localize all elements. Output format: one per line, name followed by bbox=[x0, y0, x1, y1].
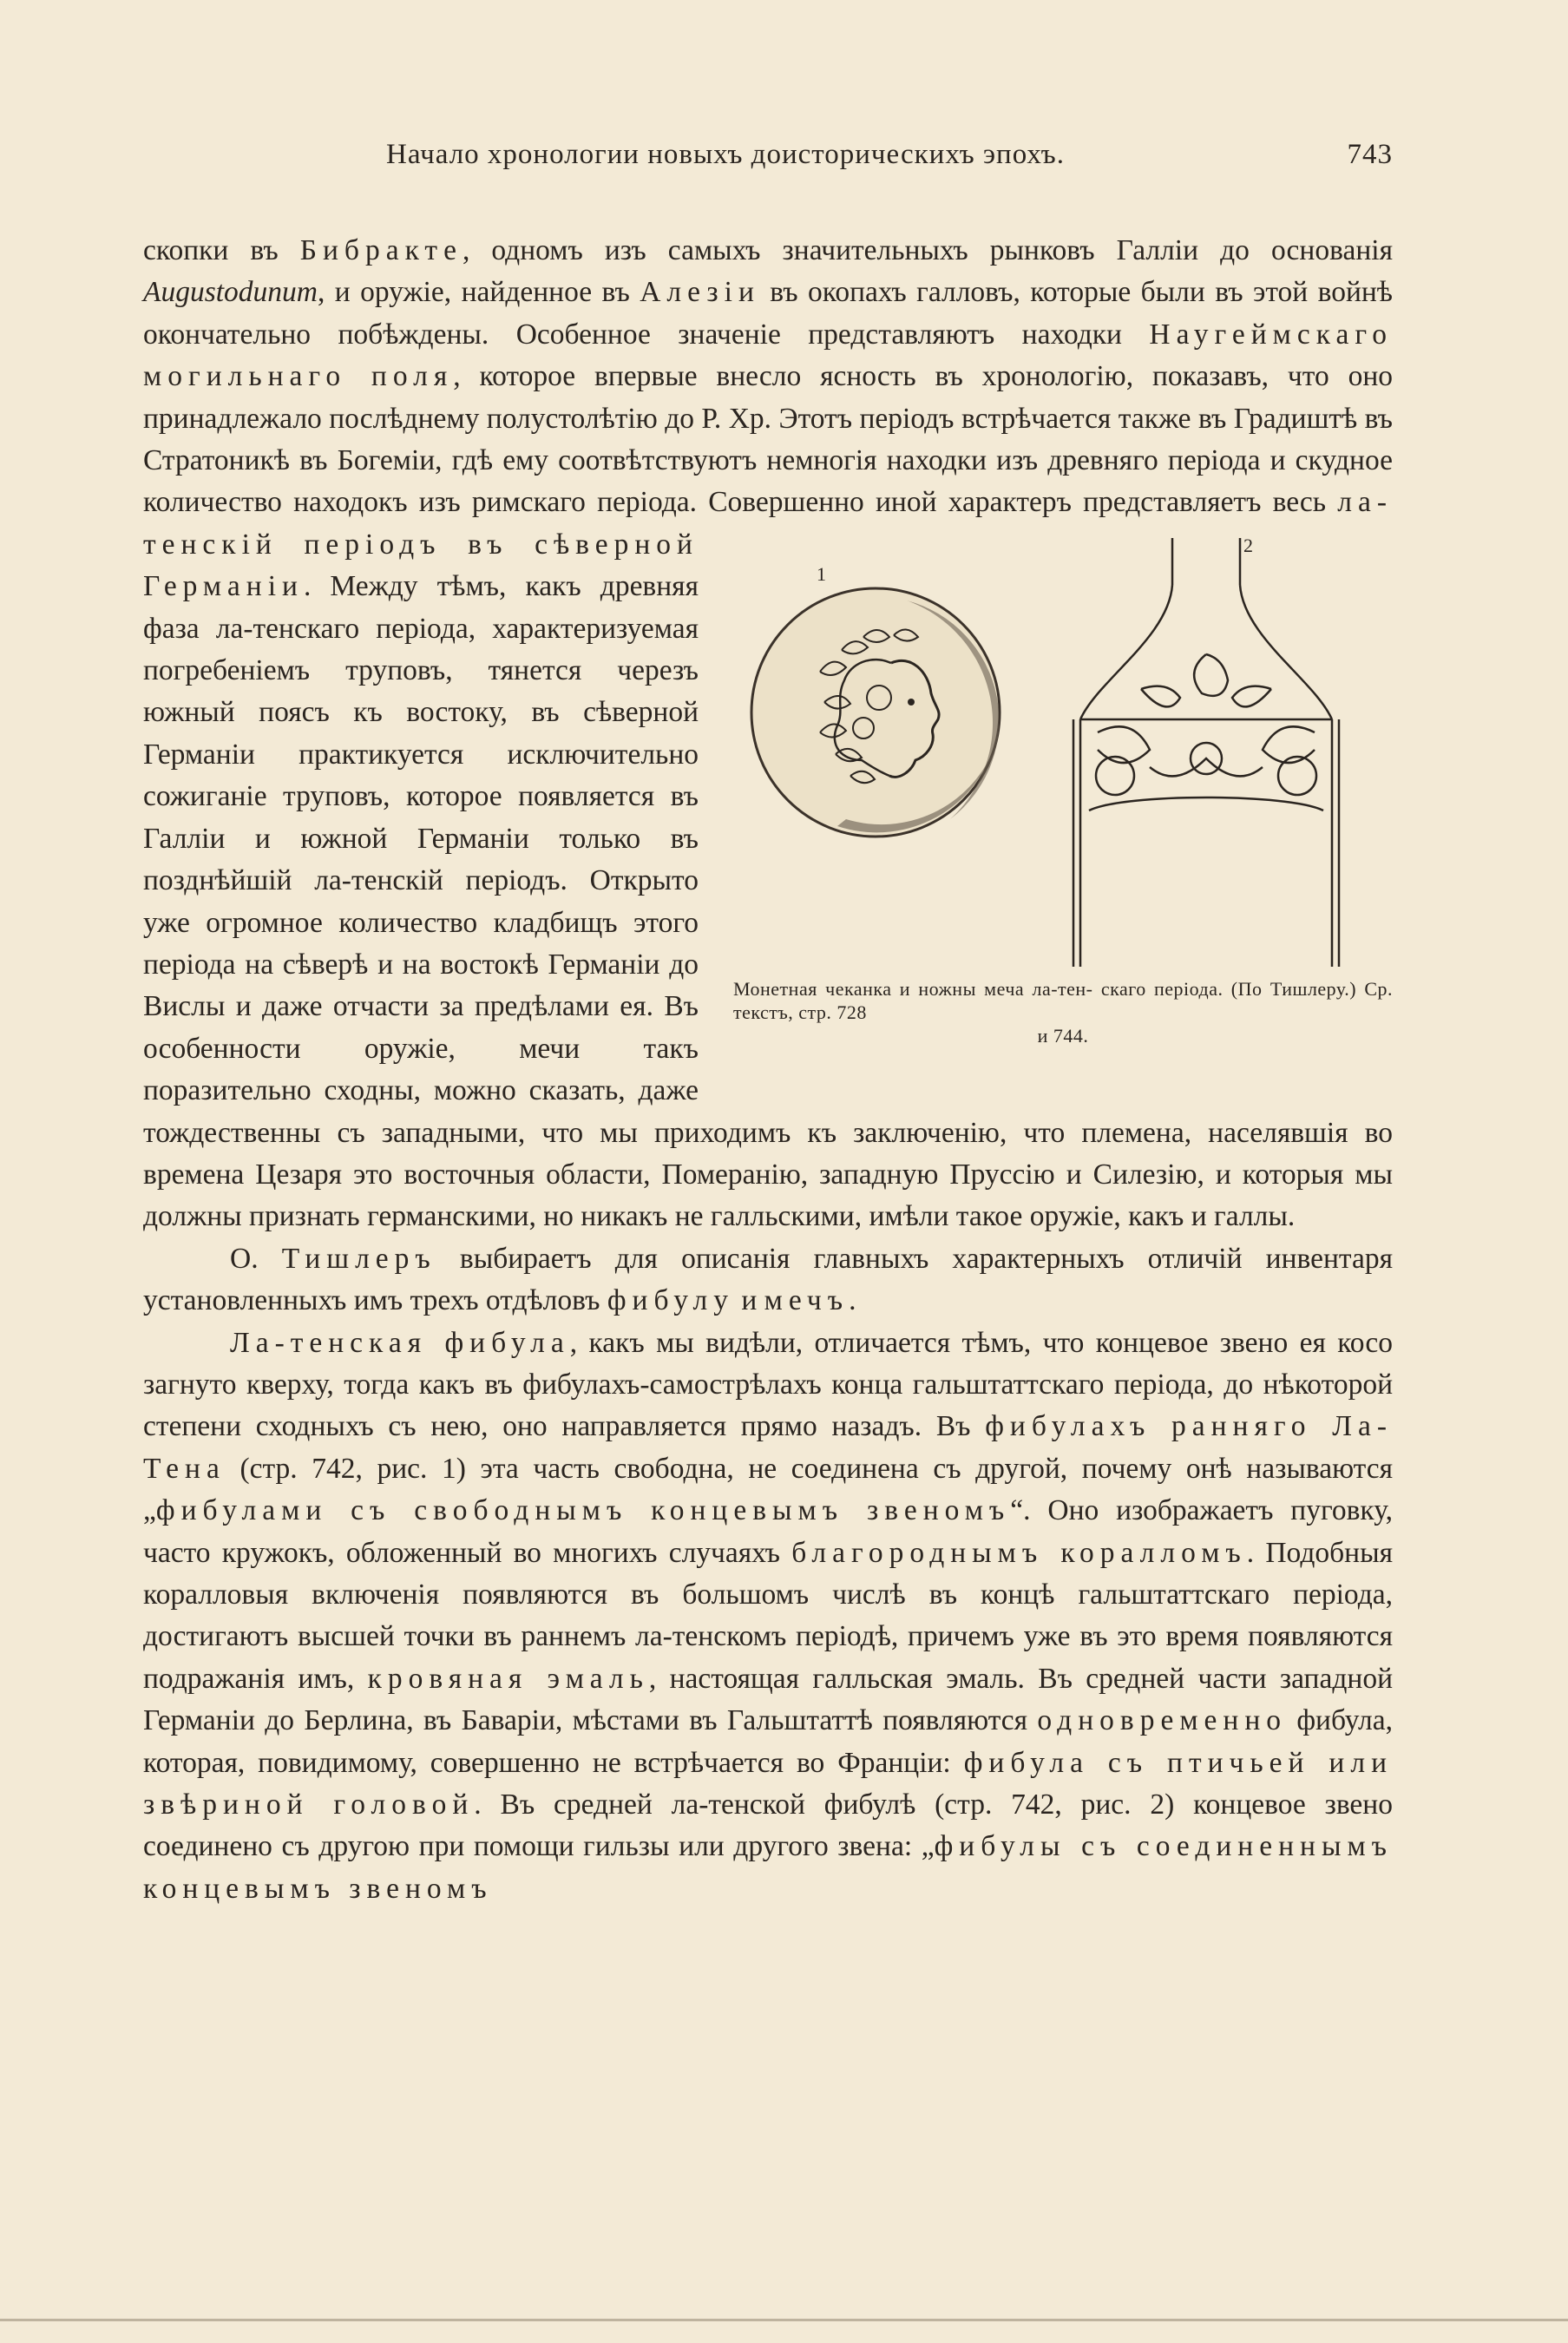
text-run: скопки въ bbox=[143, 234, 300, 266]
spaced-term: кровяная эмаль bbox=[367, 1662, 649, 1695]
paragraph-3 bbox=[143, 1322, 1393, 1911]
figure-illustration bbox=[733, 533, 1393, 977]
text-run: выбираетъ для описанія главныхъ характерныхъ отличій инвентаря установленныхъ имъ трехъ отдѣловъ bbox=[143, 1242, 1393, 1317]
figure-caption bbox=[733, 977, 1393, 1047]
figure-label-2: 2 bbox=[1243, 534, 1253, 556]
text-run: (стр. 742, рис. 1) эта часть свободна, не соединена съ другой, почему онѣ называются „ bbox=[143, 1452, 1393, 1527]
spaced-term: одновременно bbox=[1037, 1704, 1288, 1737]
text-run: . Между тѣмъ, какъ древняя фаза ла-тенскаго періода, характеризуемая погребеніемъ труповъ, тянется черезъ южный поясъ къ востоку, въ сѣверной Германіи практикуется исключительно сожиганіе труповъ, которое появляется въ Галліи и южной Германіи только въ позднѣйшій ла-тенскій періодъ. Открыто уже огромное количество кладбищъ этого періода на сѣверѣ и на востокѣ Германіи до Вислы и даже отчасти за предѣлами ея. Въ особенности оружіе, мечи такъ поразительно сходны, можно сказать, даже тождественны съ западными, что мы приходимъ къ заключенію, что племена, населявшія во времена Цезаря это восточныя области, Померанію, западную Пруссію и Силезію, и которыя мы должны признать германскими, но никакъ не галльскими, имѣли такое оружіе, какъ и галлы. bbox=[143, 570, 1393, 1233]
paragraph-2 bbox=[143, 1238, 1393, 1322]
spaced-term: ла-тенскій періодъ въ сѣверной Германіи bbox=[143, 486, 1393, 603]
page-number: 743 bbox=[1347, 139, 1393, 170]
running-header bbox=[143, 139, 1393, 182]
text-run: фибула, которая, повидимому, совершенно не встрѣчается во Франціи: bbox=[143, 1704, 1393, 1779]
spaced-term: Наугеймскаго могильнаго поля bbox=[143, 318, 1393, 393]
text-run: , настоящая галльская эмаль. Въ средней части западной Германіи до Берлина, въ Баваріи, мѣстами въ Гальштаттѣ появляются bbox=[143, 1662, 1394, 1737]
text-run: , какъ мы видѣли, отличается тѣмъ, что концевое звено ея косо загнуто кверху, тогда какъ въ фибулахъ-самострѣлахъ конца гальштаттскаго періода, до нѣкоторой степени сходныхъ съ нею, оно направляется прямо назадъ. Въ bbox=[143, 1326, 1393, 1443]
running-title: Начало хронологии новыхъ доисторическихъ эпохъ. bbox=[386, 139, 1065, 170]
caption-line-1: Монетная чеканка и ножны меча ла-тен- bbox=[733, 977, 1093, 1000]
coin-illustration bbox=[751, 588, 1000, 837]
spaced-term: Алезіи bbox=[640, 276, 760, 309]
spaced-term: фибулы съ соединеннымъ концевымъ звеномъ bbox=[143, 1830, 1393, 1905]
figure-label-1: 1 bbox=[817, 562, 826, 585]
text-run: “. Оно изображаетъ пуговку, часто кружокъ, обложенный во многихъ случаяхъ bbox=[143, 1494, 1394, 1569]
spaced-term: фибулами съ свободнымъ концевымъ звеномъ bbox=[155, 1494, 1011, 1527]
main-text bbox=[143, 230, 1393, 1910]
spaced-term: фибулахъ ранняго Ла-Тена bbox=[143, 1410, 1393, 1485]
spaced-term: Тишлеръ bbox=[281, 1242, 436, 1275]
text-run: О. bbox=[230, 1242, 282, 1275]
text-run: , и оружіе, найденное въ bbox=[318, 276, 640, 309]
spaced-term: Бибракте bbox=[299, 234, 463, 266]
caption-line-2: скаго періода. (По Тишлеру.) Ср. текстъ, стр. 728 bbox=[733, 977, 1394, 1023]
text-run: . Въ средней ла-тенской фибулѣ (стр. 742, рис. 2) концевое звено соединено съ другою при помощи гильзы или другого звена: „ bbox=[143, 1788, 1393, 1863]
paragraph-1 bbox=[143, 230, 1393, 1238]
caption-line-3: и 744. bbox=[1037, 1024, 1089, 1047]
page-edge-line bbox=[0, 2319, 1568, 2321]
text-run: , одномъ изъ самыхъ значительныхъ рынковъ Галліи до основанія bbox=[462, 234, 1393, 266]
spaced-term: фибула съ птичьей или звѣриной головой bbox=[143, 1746, 1393, 1821]
text-run: , которое впервые внесло ясность въ хронологію, показавъ, что оно принадлежало послѣднему полустолѣтію до Р. Хр. Этотъ періодъ встрѣчается также въ Градиштѣ въ Стратоникѣ въ Богеміи, гдѣ ему соотвѣтствуютъ немногія находки изъ древняго періода и скудное количество находокъ изъ римскаго періода. Совершенно иной характеръ представляетъ весь bbox=[143, 360, 1393, 519]
spaced-term: мечъ bbox=[764, 1284, 850, 1317]
text-run: и bbox=[733, 1284, 764, 1317]
figure bbox=[733, 533, 1393, 1095]
text-run: . Подобныя коралловыя включенія появляются въ большомъ числѣ въ концѣ гальштаттскаго періода, достигаютъ высшей точки въ раннемъ ла-тенскомъ періодѣ, причемъ уже въ это время появляются подражанія имъ, bbox=[143, 1536, 1394, 1695]
spaced-term: благороднымъ коралломъ bbox=[791, 1536, 1247, 1569]
text-run: въ окопахъ галловъ, которые были въ этой войнѣ окончательно побѣждены. Особенное значеніе представляютъ находки bbox=[143, 276, 1393, 351]
spaced-term: фибулу bbox=[607, 1284, 734, 1317]
text-run: . bbox=[849, 1284, 856, 1317]
spaced-term: Ла-тенская фибула bbox=[230, 1326, 570, 1359]
scabbard-illustration bbox=[1073, 538, 1339, 967]
latin-term: Augustodunum bbox=[143, 276, 318, 309]
